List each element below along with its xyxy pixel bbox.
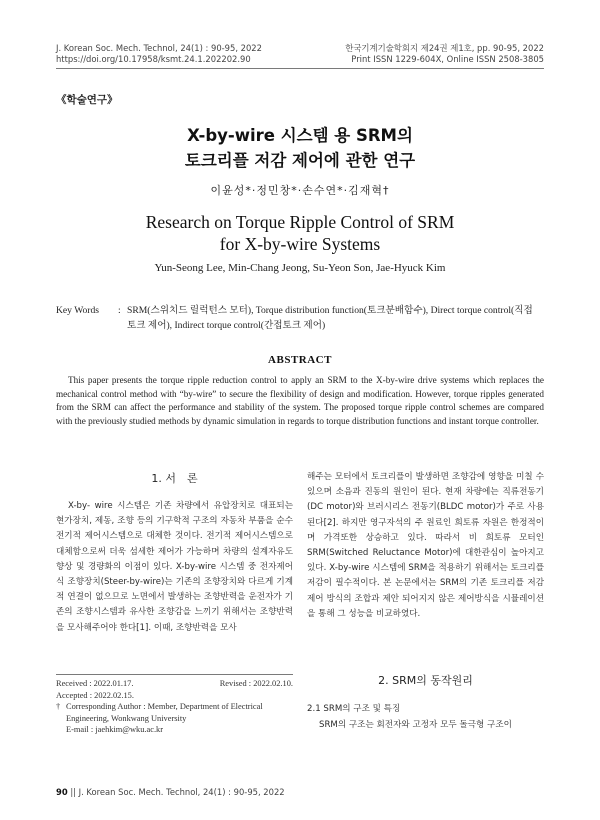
section-1-body [56, 499, 293, 636]
corresponding-author [56, 701, 293, 724]
title-english-line-2: for X-by-wire Systems [219, 234, 381, 254]
section-1-paragraph-1: X-by- wire 시스템은 기존 차량에서 유압장치로 대표되는 현가장치, 제동, 조향 등의 기구학적 구조의 자동차 부품을 순수 전기적 제어시스템으로 대체한 것이다. 전기적 제어시스템으로 대체함으로써 더욱 섬세한 제어가 가능하며 차량의 설계자유도 향상 및 경량화의 이점이 있다. X-by-wire 시스템 중 전자제어식 조향장치(Steer-by-wire)는 기존의 조향장치와 다르게 기계적 연결이 없으므로 노면에서 발생하는 조향반력을 운전자가 기존의 조향시스템과 유사한 조향감을 느끼기 위해서는 조향반력을 모사해주어야 한다[1]. 이때, 조향반력을 모사 [56, 501, 293, 633]
section-2-body [307, 718, 544, 733]
section-1-paragraph-2: 해주는 모터에서 토크리플이 발생하면 조향감에 영향을 미칠 수 있으며 소음과 진동의 원인이 된다. 현재 차량에는 직류전동기(DC motor)와 브러시리스 전동기(BLDC motor)가 주로 사용된다[2]. 하지만 영구자석의 주 원료인 희토류 자원은 한정적이며 가격또한 상승하고 있다. 따라서 비 희토류 모터인 SRM(Switched Reluctance Motor)에 대한관심이 높아지고 있다. X-by-wire 시스템에 SRM을 적용하기 위해서는 토크리플 저감이 필수적이다. 본 논문에서는 SRM의 기존 토크리플 저감제어 방식의 조합과 제안 되어지지 않은 제어방식을 시뮬레이션을 통해 그 성능을 비교하였다. [307, 472, 544, 619]
notes-rule [56, 674, 293, 675]
page-footer [56, 787, 285, 797]
title-korean-line-2: 토크리플 저감 제어에 관한 연구 [184, 151, 416, 170]
received-date: Received : 2022.01.17. [56, 679, 134, 688]
keywords-separator: : [118, 305, 121, 316]
author-email[interactable]: E-mail : jaehkim@wku.ac.kr [66, 725, 164, 734]
journal-citation-korean: 한국기계기술학회지 제24권 제1호, pp. 90-95, 2022 [345, 43, 544, 53]
footer-citation: J. Korean Soc. Mech. Technol, 24(1) : 90-95, 2022 [78, 787, 285, 797]
running-header-right [345, 43, 544, 65]
article-notes [56, 678, 293, 736]
section-2-heading: 2. SRM의 동작원리 [378, 674, 473, 687]
dagger-symbol: † [56, 702, 61, 711]
section-2-paragraph-1: SRM의 구조는 회전자와 고정자 모두 돌극형 구조이 [319, 720, 512, 730]
abstract-title: ABSTRACT [268, 354, 332, 366]
subsection-2-1-heading: 2.1 SRM의 구조 및 특징 [307, 704, 401, 714]
doi-link[interactable]: https://doi.org/10.17958/ksmt.24.1.202202.90 [56, 54, 251, 64]
abstract-body: This paper presents the torque ripple reduction control to apply an SRM to the X-by-wire drive systems which replaces the mechanical control method with “by-wire” to secure the flexibility of design and modification. However, torque ripples generated from the SRM can affect the performance and stability of the system. The proposed torque ripple control schemes are compared with the previously studied methods by dynamic simulation in regards to torque distribution functions and instant torque controller. [56, 375, 544, 426]
running-header-left [56, 43, 262, 65]
section-1-body-continued [307, 470, 544, 622]
authors-korean: 이윤성*·정민창*·손수연*·김재혁† [210, 184, 390, 197]
issn: Print ISSN 1229-604X, Online ISSN 2508-3805 [351, 54, 544, 64]
keywords [56, 303, 544, 333]
accepted-date: Accepted : 2022.02.15. [56, 690, 134, 700]
section-tag: 《학술연구》 [56, 94, 118, 106]
journal-citation: J. Korean Soc. Mech. Technol, 24(1) : 90-95, 2022 [56, 43, 262, 53]
dates-row [56, 678, 293, 690]
keywords-label: Key Words [56, 305, 100, 316]
keywords-text: SRM(스위치드 릴럭턴스 모터), Torque distribution function(토크분배함수), Direct torque control(직접 토크 제어), Indirect torque control(간접토크 제어) [127, 305, 533, 331]
title-korean-line-1: X-by-wire 시스템 용 SRM의 [187, 126, 413, 145]
title-english-line-1: Research on Torque Ripple Control of SRM [145, 212, 455, 232]
corresponding-author-text: Corresponding Author : Member, Department of Electrical Engineering, Wonkwang University [66, 702, 263, 723]
header-rule [56, 68, 544, 69]
page-number: 90 [56, 787, 68, 797]
authors-english: Yun-Seong Lee, Min-Chang Jeong, Su-Yeon Son, Jae-Hyuck Kim [154, 262, 446, 274]
footer-divider: || [70, 787, 79, 797]
section-1-heading: 1. 서 론 [151, 472, 198, 485]
revised-date: Revised : 2022.02.10. [219, 679, 293, 688]
